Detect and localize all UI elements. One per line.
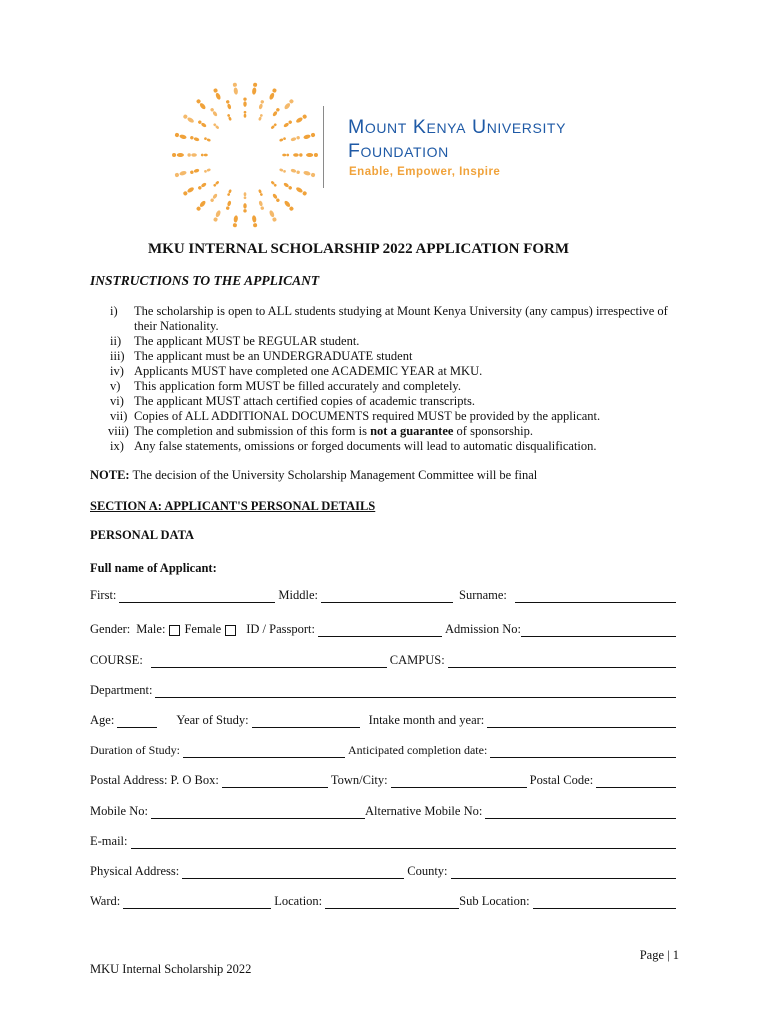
- po-box-field[interactable]: [222, 775, 328, 788]
- org-name-line2: Foundation: [348, 140, 449, 162]
- logo-figure: [210, 193, 218, 203]
- org-name-line1: Mount Kenya University: [348, 116, 567, 138]
- physical-address-label: Physical Address:: [90, 864, 180, 878]
- personal-data-heading: PERSONAL DATA: [90, 528, 195, 542]
- logo-figure: [226, 200, 232, 210]
- logo-figure: [190, 136, 200, 142]
- instruction-text-bold: not a guarantee: [370, 424, 454, 438]
- mobile-field[interactable]: [151, 806, 365, 819]
- instruction-text: The scholarship is open to ALL students studying at Mount Kenya University (any campus) irrespective of their Nationality.: [134, 304, 668, 333]
- alt-mobile-label: Alternative Mobile No:: [364, 804, 483, 818]
- first-name-field[interactable]: [119, 590, 275, 603]
- logo-figure: [243, 97, 246, 106]
- postal-row: [90, 773, 676, 788]
- town-city-label: Town/City:: [330, 773, 388, 787]
- id-passport-field[interactable]: [318, 624, 442, 637]
- admission-no-label: Admission No:: [444, 622, 522, 636]
- instructions-heading: INSTRUCTIONS TO THE APPLICANT: [90, 273, 320, 288]
- sub-location-label: Sub Location:: [459, 894, 530, 908]
- duration-field[interactable]: [183, 745, 345, 758]
- logo-figure: [174, 170, 187, 177]
- logo-figure: [252, 83, 258, 95]
- instruction-item: [90, 349, 690, 364]
- logo-figure: [306, 153, 318, 157]
- logo-figure: [204, 137, 211, 142]
- logo-figure: [190, 168, 200, 174]
- campus-label: CAMPUS:: [389, 653, 445, 667]
- instruction-text: Applicants MUST have completed one ACADEMIC YEAR at MKU.: [134, 364, 483, 378]
- intake-label: Intake month and year:: [368, 713, 485, 727]
- age-label: Age:: [90, 713, 115, 727]
- logo-figure: [282, 154, 289, 157]
- county-field[interactable]: [451, 866, 676, 879]
- logo-figure: [213, 123, 220, 130]
- email-label: E-mail:: [90, 834, 128, 848]
- logo-figure: [227, 114, 232, 121]
- logo-figure: [196, 99, 207, 111]
- logo-figure: [258, 189, 263, 196]
- id-passport-label: ID / Passport:: [246, 622, 315, 636]
- instruction-text: The applicant MUST attach certified copies of academic transcripts.: [134, 394, 475, 408]
- org-tagline: Enable, Empower, Inspire: [349, 166, 501, 178]
- logo-figure: [270, 180, 277, 187]
- female-checkbox[interactable]: [225, 625, 236, 636]
- county-label: County:: [407, 864, 448, 878]
- logo-figure: [272, 107, 280, 117]
- logo-figure: [227, 189, 232, 196]
- instruction-number: i): [110, 304, 118, 318]
- logo-figure: [279, 168, 286, 173]
- name-row: [90, 588, 676, 603]
- year-of-study-label: Year of Study:: [176, 713, 249, 727]
- logo-figure: [258, 200, 264, 210]
- instruction-number: vii): [110, 409, 128, 423]
- instruction-text: This application form MUST be filled accurately and completely.: [134, 379, 461, 393]
- logo-figure: [303, 132, 316, 139]
- logo-figure: [172, 153, 184, 157]
- postal-code-field[interactable]: [596, 775, 676, 788]
- physical-address-row: [90, 864, 676, 879]
- logo-figure: [258, 114, 263, 121]
- email-field[interactable]: [131, 836, 677, 849]
- logo-figure: [258, 100, 264, 110]
- logo-figure: [213, 88, 222, 101]
- logo-figure: [295, 186, 307, 196]
- logo-figure: [252, 215, 258, 227]
- instruction-item: [90, 379, 690, 394]
- instruction-text-part: The completion and submission of this form is: [134, 424, 371, 438]
- logo-figure: [269, 88, 278, 101]
- instruction-item: [90, 334, 690, 349]
- instruction-number: v): [110, 379, 121, 393]
- ward-field[interactable]: [123, 896, 271, 909]
- note-text: The decision of the University Scholarship Management Committee will be final: [129, 468, 538, 482]
- year-of-study-field[interactable]: [252, 715, 360, 728]
- logo-figure: [283, 120, 293, 128]
- logo-figure: [204, 168, 211, 173]
- logo-figure: [213, 180, 220, 187]
- logo-figure: [283, 182, 293, 190]
- logo-figure: [290, 136, 300, 142]
- logo-figure: [272, 193, 280, 203]
- instruction-text-part: of sponsorship.: [453, 424, 533, 438]
- instruction-item: [90, 304, 690, 334]
- instruction-number: iv): [110, 364, 124, 378]
- gender-label: Gender:: [90, 622, 131, 636]
- logo-figure: [295, 114, 307, 124]
- instruction-number: viii): [108, 424, 129, 438]
- form-title: MKU INTERNAL SCHOLARSHIP 2022 APPLICATION FORM: [148, 241, 570, 257]
- logo-figure: [270, 123, 277, 130]
- logo-figure: [244, 111, 247, 118]
- instruction-text: The applicant must be an UNDERGRADUATE student: [134, 349, 413, 363]
- logo-figure: [174, 132, 187, 139]
- duration-row: [90, 743, 676, 758]
- mobile-label: Mobile No:: [90, 804, 148, 818]
- section-a-heading: SECTION A: APPLICANT'S PERSONAL DETAILS: [90, 499, 376, 513]
- logo-figure: [226, 100, 232, 110]
- logo-figure: [233, 215, 239, 227]
- department-row: [90, 683, 676, 698]
- campus-field[interactable]: [448, 655, 676, 668]
- logo-figure: [283, 99, 294, 111]
- course-label: COURSE:: [90, 653, 143, 667]
- instruction-number: ii): [110, 334, 122, 348]
- course-row: [90, 653, 676, 668]
- mobile-row: [90, 804, 676, 819]
- logo-figure: [293, 153, 302, 156]
- logo-figure: [303, 170, 316, 177]
- town-city-field[interactable]: [391, 775, 527, 788]
- instruction-text: Copies of ALL ADDITIONAL DOCUMENTS required MUST be provided by the applicant.: [134, 409, 601, 423]
- instruction-text: [134, 424, 690, 439]
- intake-field[interactable]: [487, 715, 676, 728]
- logo-figure: [233, 83, 239, 95]
- logo-figure: [183, 114, 195, 124]
- age-row: [90, 713, 676, 728]
- full-name-label: Full name of Applicant:: [90, 561, 217, 575]
- foundation-logo: [170, 80, 320, 230]
- logo-figure: [201, 154, 208, 157]
- first-name-label: First:: [90, 588, 117, 602]
- location-label: Location:: [274, 894, 323, 908]
- ward-row: [90, 894, 676, 909]
- logo-figure: [243, 203, 246, 212]
- instruction-item: [90, 394, 690, 409]
- middle-name-field[interactable]: [321, 590, 453, 603]
- instruction-number: vi): [110, 394, 124, 408]
- duration-label: Duration of Study:: [90, 743, 180, 757]
- instruction-item: [90, 424, 690, 439]
- email-row: [90, 834, 676, 849]
- logo-figure: [196, 200, 207, 212]
- gender-row: [90, 622, 676, 637]
- postal-address-label: Postal Address: P. O Box:: [90, 773, 219, 787]
- logo-figure: [279, 137, 286, 142]
- department-label: Department:: [90, 683, 153, 697]
- logo-figure: [213, 210, 222, 223]
- logo-figure: [197, 120, 207, 128]
- logo-divider: [323, 106, 324, 188]
- instruction-number: ix): [110, 439, 124, 453]
- logo-figure: [283, 200, 294, 212]
- male-label: Male:: [136, 622, 166, 636]
- instruction-number: iii): [110, 349, 125, 363]
- age-field[interactable]: [117, 715, 157, 728]
- surname-label: Surname:: [459, 588, 507, 602]
- note-label: NOTE:: [90, 468, 130, 482]
- instruction-text: The applicant MUST be REGULAR student.: [134, 334, 360, 348]
- logo-figure: [210, 107, 218, 117]
- logo-figure: [187, 153, 196, 156]
- anticipated-field[interactable]: [490, 745, 676, 758]
- instruction-item: [90, 364, 690, 379]
- logo-figure: [269, 210, 278, 223]
- instructions-list: [90, 304, 690, 454]
- instruction-item: [90, 409, 690, 424]
- physical-address-field[interactable]: [182, 866, 404, 879]
- mku-foundation-sun-logo-icon: [170, 80, 320, 230]
- postal-code-label: Postal Code:: [529, 773, 594, 787]
- department-field[interactable]: [155, 685, 676, 698]
- female-label: Female: [184, 622, 222, 636]
- ward-label: Ward:: [90, 894, 121, 908]
- note: [90, 468, 537, 483]
- logo-figure: [244, 192, 247, 199]
- instruction-text: Any false statements, omissions or forged documents will lead to automatic disqualification.: [134, 439, 597, 453]
- page-number: Page | 1: [639, 948, 679, 962]
- admission-no-field[interactable]: [521, 624, 676, 637]
- location-field[interactable]: [325, 896, 459, 909]
- male-checkbox[interactable]: [169, 625, 180, 636]
- logo-figure: [197, 182, 207, 190]
- anticipated-label: Anticipated completion date:: [348, 743, 488, 757]
- logo-figure: [290, 168, 300, 174]
- footer-document-name: MKU Internal Scholarship 2022: [90, 962, 252, 976]
- course-field[interactable]: [151, 655, 387, 668]
- logo-figure: [183, 186, 195, 196]
- instruction-item: [90, 439, 690, 454]
- surname-field[interactable]: [515, 590, 676, 603]
- alt-mobile-field[interactable]: [485, 806, 676, 819]
- sub-location-field[interactable]: [533, 896, 676, 909]
- middle-name-label: Middle:: [278, 588, 318, 602]
